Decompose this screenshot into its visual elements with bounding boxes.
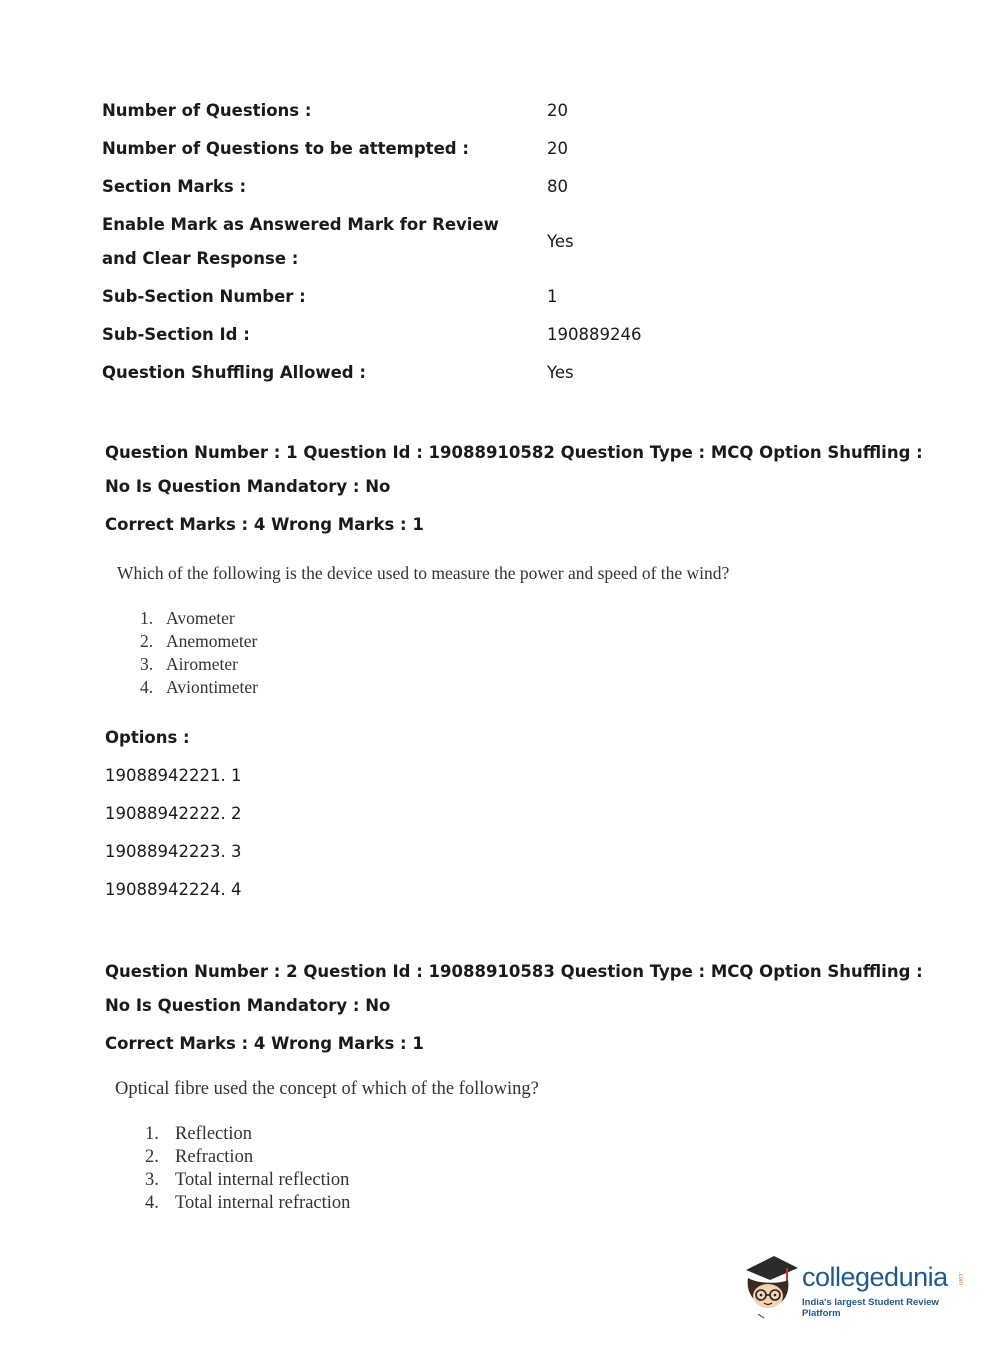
info-value: Yes — [547, 363, 574, 382]
logo-tagline: India's largest Student Review Platform — [802, 1297, 939, 1319]
question-1-text: Which of the following is the device used to measure the power and speed of the wind? — [117, 563, 730, 583]
choice-item: 2. Refraction — [145, 1147, 254, 1167]
option-id-line: 19088942224. 4 — [105, 880, 242, 899]
choice-item: 4. Total internal refraction — [145, 1193, 351, 1213]
info-value: Yes — [547, 232, 574, 251]
question-1-marks: Correct Marks : 4 Wrong Marks : 1 — [105, 515, 424, 534]
question-1-choices — [140, 607, 258, 699]
info-value: 20 — [547, 139, 568, 158]
info-value: 20 — [547, 101, 568, 120]
option-id-line: 19088942223. 3 — [105, 842, 242, 861]
info-label: Question Shuffling Allowed : — [102, 363, 366, 382]
info-label: Section Marks : — [102, 177, 247, 196]
option-id-line: 19088942222. 2 — [105, 804, 242, 823]
choice-item: 3. Total internal reflection — [145, 1170, 350, 1190]
question-2-choices — [145, 1123, 350, 1215]
question-2-text: Optical fibre used the concept of which of the following? — [115, 1079, 539, 1099]
choice-item: 1. Avometer — [140, 608, 235, 628]
choice-item: 3. Airometer — [140, 654, 238, 674]
info-label: Sub-Section Number : — [102, 287, 306, 306]
choice-item: 1. Reflection — [145, 1124, 253, 1144]
question-1-header: Question Number : 1 Question Id : 19088910582 Question Type : MCQ Option Shuffling : No Is Question Mandatory : No — [105, 443, 923, 496]
info-label: Enable Mark as Answered Mark for Review and Clear Response : — [102, 215, 499, 268]
info-label: Sub-Section Id : — [102, 325, 250, 344]
info-label: Number of Questions : — [102, 101, 312, 120]
choice-item: 2. Anemometer — [140, 631, 258, 651]
info-value: 190889246 — [547, 325, 642, 344]
info-value: 1 — [547, 287, 558, 306]
collegedunia-logo — [740, 1250, 970, 1320]
info-value: 80 — [547, 177, 568, 196]
option-id-line: 19088942221. 1 — [105, 766, 242, 785]
mascot-icon — [740, 1250, 800, 1320]
question-2-marks: Correct Marks : 4 Wrong Marks : 1 — [105, 1034, 424, 1053]
choice-item: 4. Aviontimeter — [140, 677, 259, 697]
logo-domain-suffix: .com — [957, 1272, 963, 1286]
question-2-header: Question Number : 2 Question Id : 19088910583 Question Type : MCQ Option Shuffling : No Is Question Mandatory : No — [105, 962, 923, 1015]
logo-brand-text: collegedunia — [802, 1262, 948, 1292]
info-label: Number of Questions to be attempted : — [102, 139, 469, 158]
options-label: Options : — [105, 728, 190, 747]
